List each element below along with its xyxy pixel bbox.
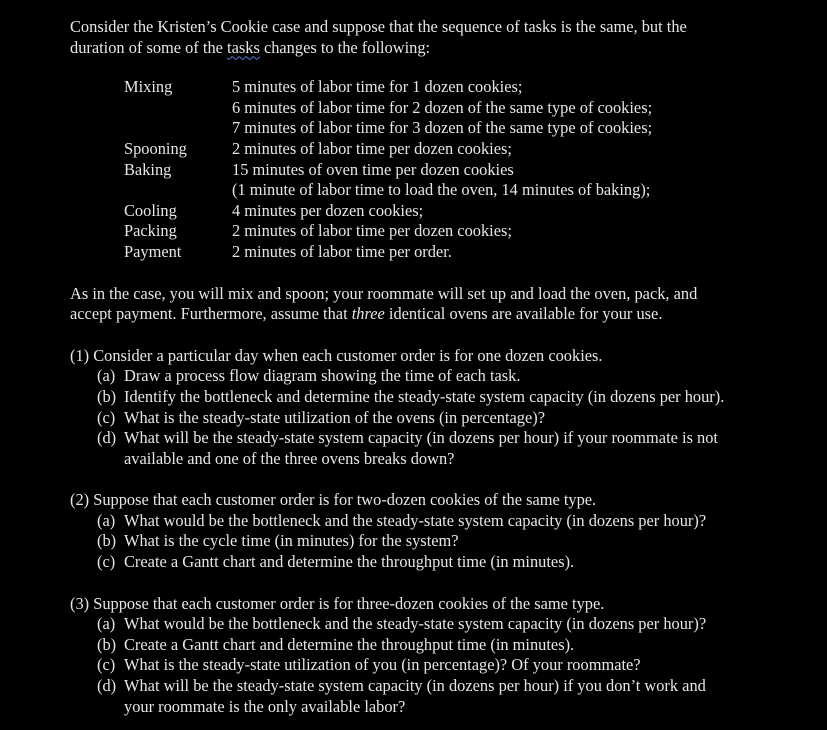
task-row-cooling	[124, 201, 820, 222]
task-name: Payment	[124, 241, 182, 261]
question-heading: (3) Suppose that each customer order is for three-dozen cookies of the same type.	[70, 593, 605, 613]
task-name: Mixing	[124, 77, 173, 97]
sub-question-label: (d)	[97, 428, 117, 448]
intro-line-2	[70, 38, 820, 59]
case-paragraph-line-2-start: accept payment. Furthermore, assume that	[70, 304, 352, 324]
sub-question	[70, 408, 820, 429]
sub-question-label: (c)	[97, 552, 116, 572]
sub-question-label: (b)	[97, 386, 117, 406]
intro-paragraph	[70, 17, 820, 58]
task-row-spooning	[124, 139, 820, 160]
emphasized-word: three	[351, 304, 385, 324]
task-description-line: 15 minutes of oven time per dozen cookies	[232, 159, 514, 179]
task-description-line: 4 minutes per dozen cookies;	[232, 200, 424, 220]
task-description	[232, 242, 820, 263]
task-name: Cooling	[124, 200, 177, 220]
question-1	[70, 346, 820, 470]
question-2	[70, 490, 820, 572]
task-name: Packing	[124, 221, 177, 241]
task-description	[232, 77, 820, 139]
sub-question-text: What would be the bottleneck and the steady-state system capacity (in dozens per hour)?	[124, 614, 707, 634]
sub-question	[70, 676, 820, 717]
intro-line-2-start: duration of some of the	[70, 37, 228, 57]
sub-question	[70, 614, 820, 635]
sub-question-label: (d)	[97, 676, 117, 696]
sub-question	[70, 635, 820, 656]
sub-question-text: What will be the steady-state system capacity (in dozens per hour) if your roommate is not	[124, 428, 718, 448]
spellcheck-marked-word: tasks	[227, 37, 260, 57]
sub-question-text: What is the steady-state utilization of you (in percentage)? Of your roommate?	[124, 655, 641, 675]
task-description-line: 6 minutes of labor time for 2 dozen of the same type of cookies;	[232, 97, 653, 117]
task-duration-table	[124, 77, 820, 262]
sub-question-label: (a)	[97, 614, 116, 634]
sub-question-label: (b)	[97, 634, 117, 654]
intro-line-1: Consider the Kristen’s Cookie case and suppose that the sequence of tasks is the same, but the	[70, 17, 687, 36]
sub-question-text: Create a Gantt chart and determine the throughput time (in minutes).	[124, 552, 575, 572]
task-name: Spooning	[124, 138, 187, 158]
sub-question-text: What is the cycle time (in minutes) for the system?	[124, 531, 459, 551]
sub-question	[70, 387, 820, 408]
task-row-mixing	[124, 77, 820, 139]
sub-question-label: (b)	[97, 531, 117, 551]
sub-question-label: (a)	[97, 366, 116, 386]
sub-question	[70, 531, 820, 552]
task-description-line: 2 minutes of labor time per dozen cookies;	[232, 138, 512, 158]
task-description-line: 5 minutes of labor time for 1 dozen cookies;	[232, 77, 523, 97]
case-paragraph-line-2-end: identical ovens are available for your use.	[384, 304, 663, 324]
question-heading: (1) Consider a particular day when each customer order is for one dozen cookies.	[70, 345, 603, 365]
sub-question-text: Draw a process flow diagram showing the time of each task.	[124, 366, 521, 386]
task-description	[232, 201, 820, 222]
case-paragraph-line-2	[70, 304, 820, 325]
task-description	[232, 139, 820, 160]
sub-question-label: (a)	[97, 510, 116, 530]
sub-question	[70, 511, 820, 532]
sub-question-label: (c)	[97, 655, 116, 675]
question-heading: (2) Suppose that each customer order is for two-dozen cookies of the same type.	[70, 490, 597, 510]
sub-question	[70, 428, 820, 469]
question-3	[70, 594, 820, 718]
sub-question	[70, 552, 820, 573]
sub-question	[70, 366, 820, 387]
task-description-line: 7 minutes of labor time for 3 dozen of the same type of cookies;	[232, 118, 653, 138]
sub-question-text: What will be the steady-state system capacity (in dozens per hour) if you don’t work and	[124, 676, 706, 696]
task-row-packing	[124, 221, 820, 242]
sub-question-text: What is the steady-state utilization of the ovens (in percentage)?	[124, 407, 545, 427]
sub-question-label: (c)	[97, 407, 116, 427]
task-description	[232, 221, 820, 242]
sub-question-text: your roommate is the only available labor?	[124, 696, 406, 716]
task-description-line: 2 minutes of labor time per order.	[232, 241, 452, 261]
sub-question-text: Create a Gantt chart and determine the throughput time (in minutes).	[124, 634, 575, 654]
task-row-baking	[124, 160, 820, 201]
case-paragraph	[70, 284, 820, 325]
task-description-line: (1 minute of labor time to load the oven, 14 minutes of baking);	[232, 180, 651, 200]
sub-question	[70, 655, 820, 676]
intro-line-2-end: changes to the following:	[259, 37, 431, 57]
task-description	[232, 160, 820, 201]
sub-question-text: Identify the bottleneck and determine the steady-state system capacity (in dozens per hour).	[124, 386, 725, 406]
case-paragraph-line-1: As in the case, you will mix and spoon; your roommate will set up and load the oven, pack, and	[70, 283, 698, 303]
task-name: Baking	[124, 159, 172, 179]
task-row-payment	[124, 242, 820, 263]
sub-question-text: available and one of the three ovens breaks down?	[124, 448, 455, 468]
document-page	[70, 17, 820, 717]
questions-section	[70, 346, 820, 718]
task-description-line: 2 minutes of labor time per dozen cookies;	[232, 221, 512, 241]
sub-question-text: What would be the bottleneck and the steady-state system capacity (in dozens per hour)?	[124, 510, 707, 530]
